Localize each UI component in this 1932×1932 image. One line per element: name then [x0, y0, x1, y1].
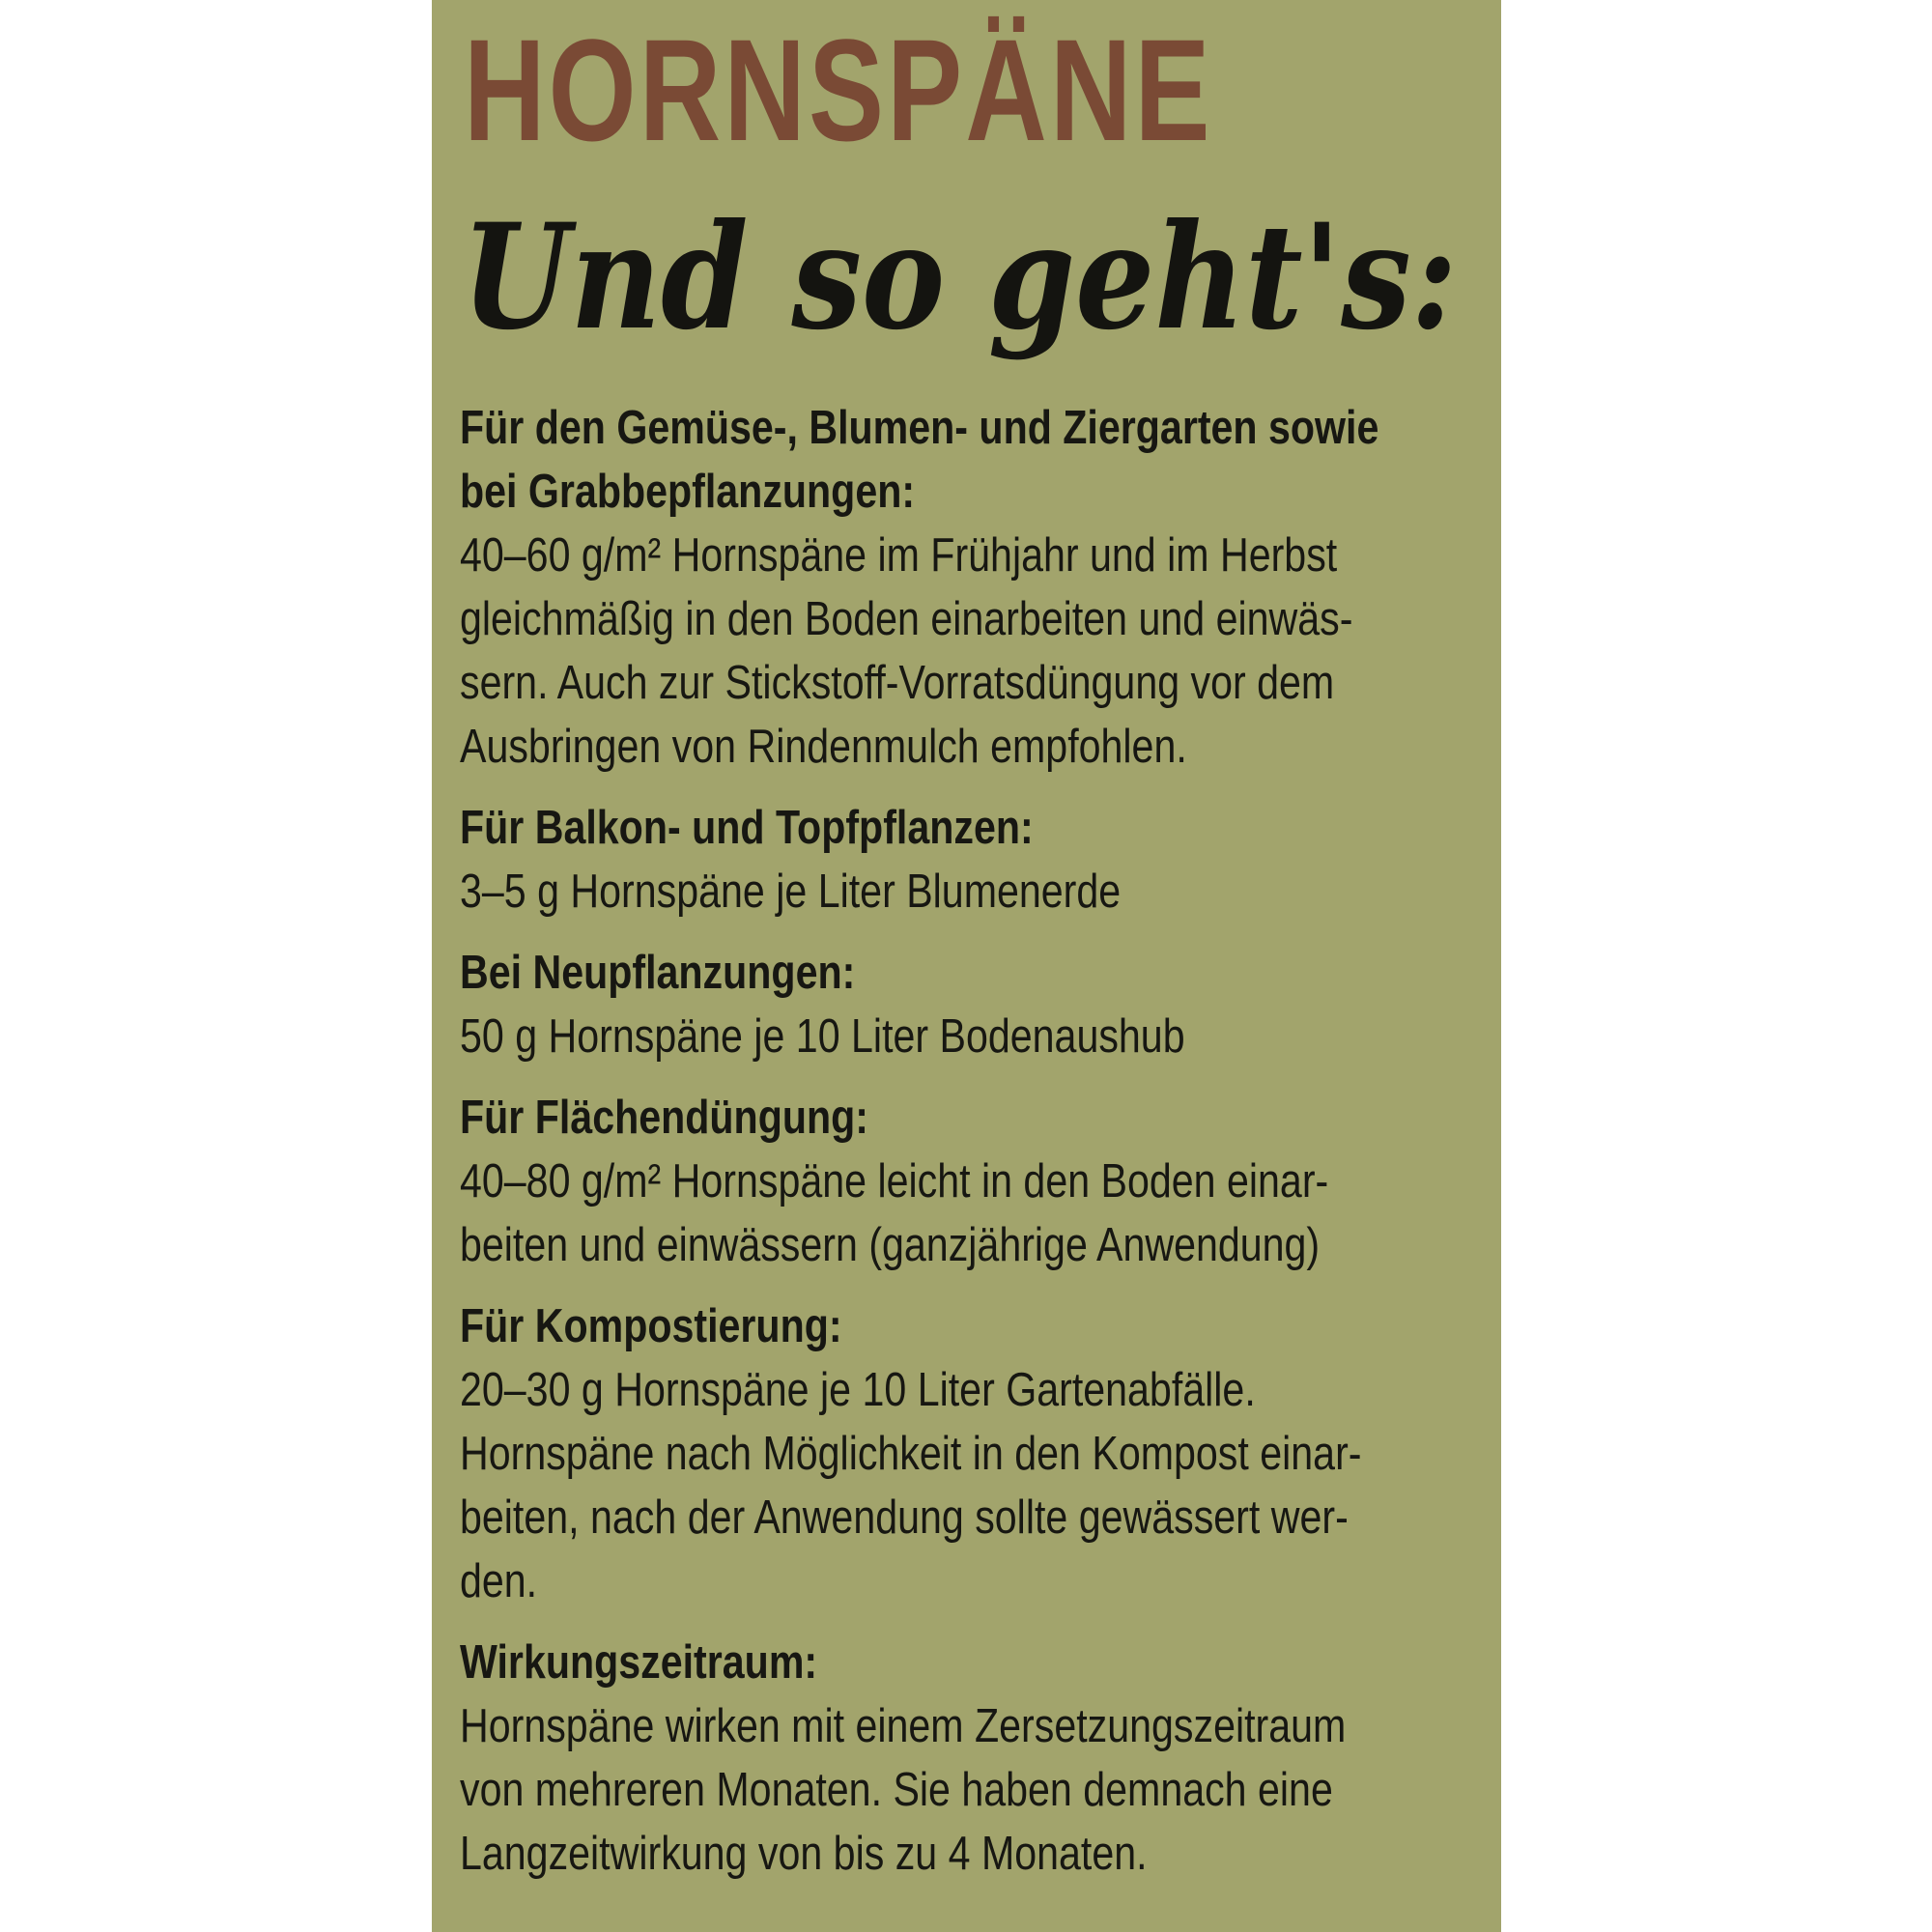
- section-text: [460, 860, 1484, 923]
- heading-line: Wirkungszeitraum:: [460, 1636, 818, 1689]
- text-line: 40–60 g/m² Hornspäne im Frühjahr und im Herbst: [460, 529, 1338, 582]
- section-heading: [460, 941, 1484, 1005]
- product-title: HORNSPÄNE: [464, 9, 1213, 171]
- section-heading: [460, 396, 1484, 524]
- heading-line: Für Kompostierung:: [460, 1300, 842, 1352]
- instructions-heading: Und so geht's:: [462, 192, 1458, 362]
- section-garden: [460, 396, 1484, 779]
- heading-line: Für Balkon- und Topfpflanzen:: [460, 802, 1034, 854]
- section-new-planting: [460, 941, 1484, 1068]
- heading-line: bei Grabbepflanzungen:: [460, 466, 916, 518]
- text-line: Langzeitwirkung von bis zu 4 Monaten.: [460, 1828, 1148, 1880]
- text-line: den.: [460, 1555, 538, 1607]
- text-line: 3–5 g Hornspäne je Liter Blumenerde: [460, 866, 1122, 918]
- section-composting: [460, 1294, 1484, 1613]
- section-balcony: [460, 796, 1484, 923]
- text-line: 50 g Hornspäne je 10 Liter Bodenaushub: [460, 1010, 1185, 1063]
- section-heading: [460, 1086, 1484, 1150]
- section-heading: [460, 1294, 1484, 1358]
- heading-line: Für Flächendüngung:: [460, 1092, 868, 1144]
- heading-line: Für den Gemüse-, Blumen- und Ziergarten sowie: [460, 402, 1379, 454]
- text-line: 40–80 g/m² Hornspäne leicht in den Boden einar-: [460, 1155, 1329, 1208]
- text-line: gleichmäßig in den Boden einarbeiten und einwäs-: [460, 593, 1353, 645]
- section-heading: [460, 1631, 1484, 1694]
- section-text: [460, 1358, 1484, 1613]
- text-line: Hornspäne nach Möglichkeit in den Kompost einar-: [460, 1428, 1362, 1480]
- text-line: beiten, nach der Anwendung sollte gewässert wer-: [460, 1492, 1349, 1544]
- section-heading: [460, 796, 1484, 860]
- section-text: [460, 1150, 1484, 1277]
- text-line: Hornspäne wirken mit einem Zersetzungszeitraum: [460, 1700, 1347, 1752]
- text-line: von mehreren Monaten. Sie haben demnach eine: [460, 1764, 1333, 1816]
- heading-line: Bei Neupflanzungen:: [460, 947, 856, 999]
- text-line: sern. Auch zur Stickstoff-Vorratsdüngung vor dem: [460, 657, 1335, 709]
- instructions-body: [460, 396, 1379, 1903]
- text-line: beiten und einwässern (ganzjährige Anwendung): [460, 1219, 1321, 1271]
- section-area-fertilizing: [460, 1086, 1484, 1277]
- section-text: [460, 1694, 1484, 1886]
- text-line: 20–30 g Hornspäne je 10 Liter Gartenabfälle.: [460, 1364, 1256, 1416]
- section-effect-duration: [460, 1631, 1484, 1886]
- section-text: [460, 524, 1484, 779]
- text-line: Ausbringen von Rindenmulch empfohlen.: [460, 721, 1187, 773]
- section-text: [460, 1005, 1484, 1068]
